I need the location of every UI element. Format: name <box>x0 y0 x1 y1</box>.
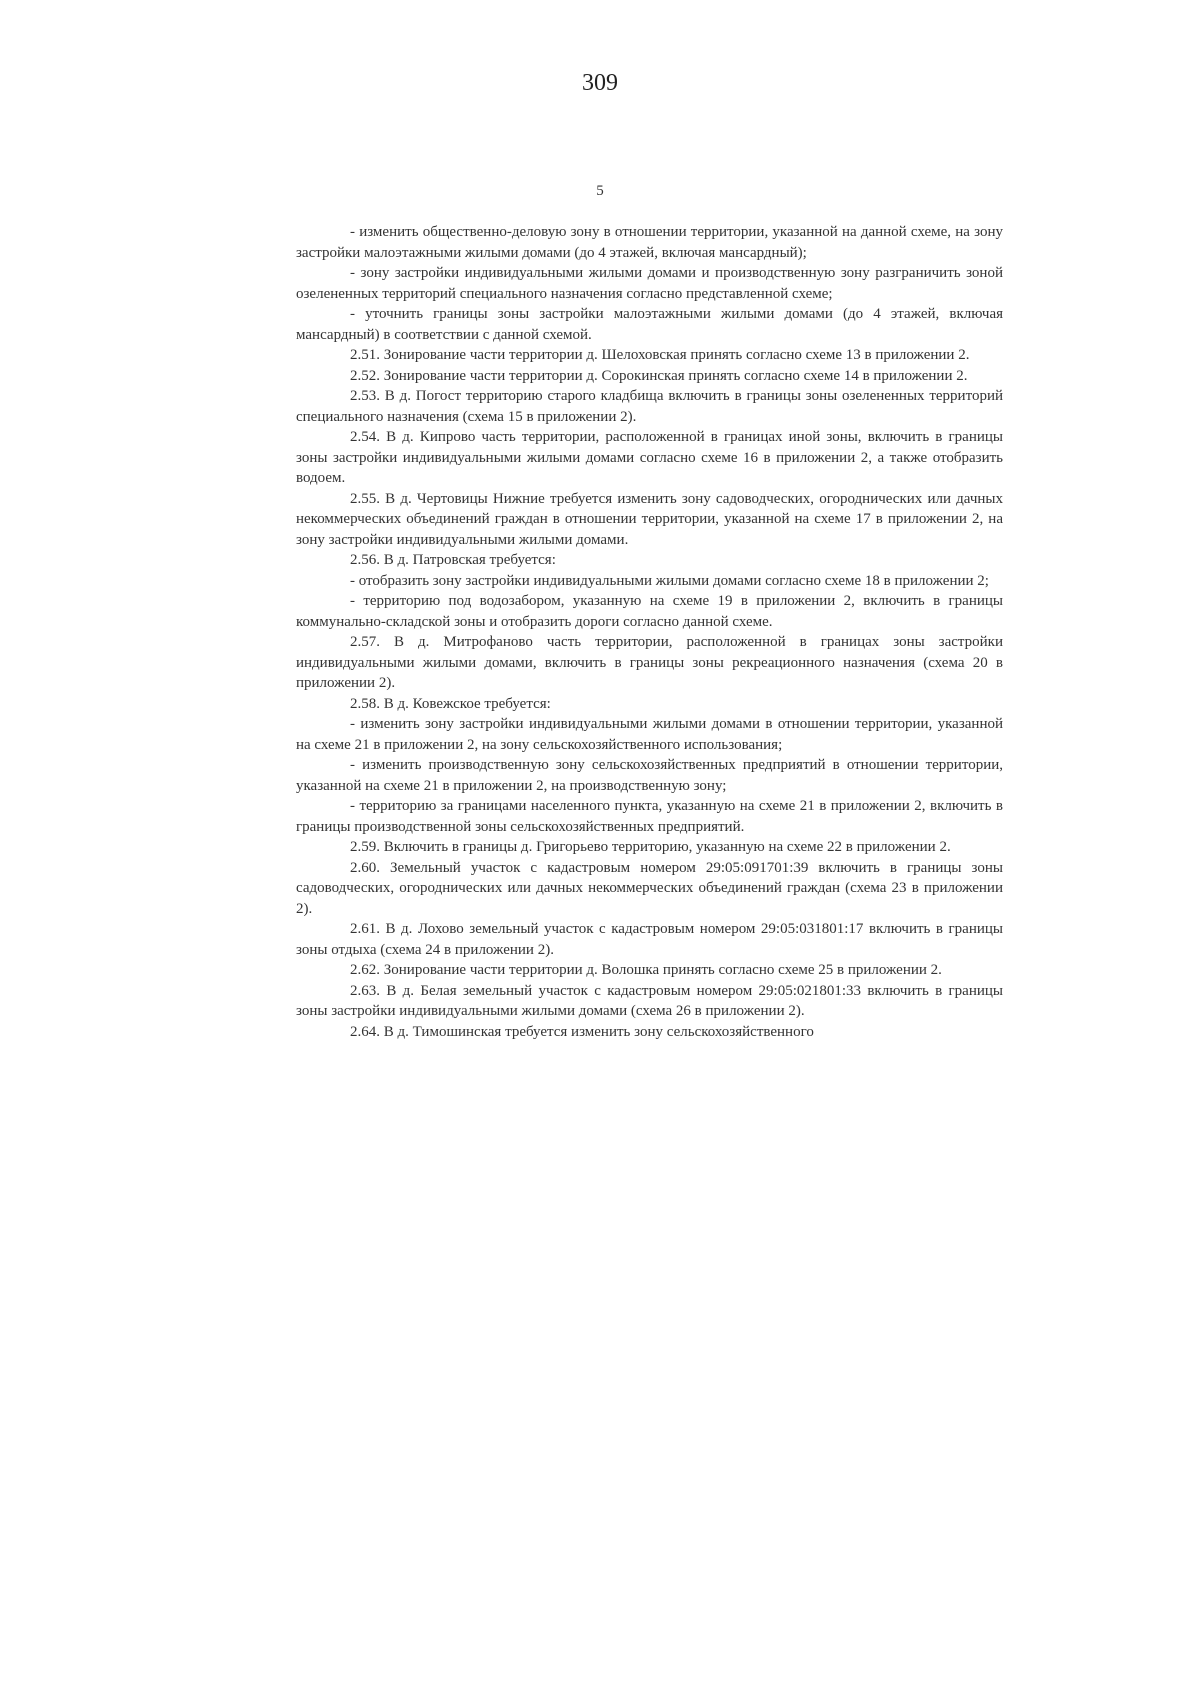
paragraph: - изменить зону застройки индивидуальными жилыми домами в отношении территории, указанной на схеме 21 в приложении 2, на зону сельскохозяйственного использования; <box>296 716 1003 753</box>
paragraph: 2.59. Включить в границы д. Григорьево территорию, указанную на схеме 22 в приложении 2. <box>350 839 951 855</box>
paragraph: - отобразить зону застройки индивидуальными жилыми домами согласно схеме 18 в приложении 2; <box>350 572 989 589</box>
paragraph: 2.52. Зонирование части территории д. Сорокинская принять согласно схеме 14 в приложении 2. <box>350 367 968 384</box>
paragraph: 2.54. В д. Кипрово часть территории, расположенной в границах иной зоны, включить в границы зоны застройки индивидуальными жилыми домами согласно схеме 16 в приложении 2, а также отобразить водоем. <box>296 429 1003 486</box>
paragraph: 2.56. В д. Патровская требуется: <box>350 552 556 568</box>
paragraph: 2.53. В д. Погост территорию старого кладбища включить в границы зоны озелененных территорий специального назначения (схема 15 в приложении 2). <box>296 388 1003 425</box>
paragraph: 2.62. Зонирование части территории д. Волошка принять согласно схеме 25 в приложении 2. <box>350 962 942 978</box>
paragraph: - территорию под водозабором, указанную на схеме 19 в приложении 2, включить в границы коммунально-складской зоны и отобразить дороги согласно данной схеме. <box>296 593 1003 630</box>
paragraph: - изменить общественно-деловую зону в отношении территории, указанной на данной схеме, на зону застройки малоэтажными жилыми домами (до 4 этажей, включая мансардный); <box>296 224 1003 261</box>
paragraph: 2.51. Зонирование части территории д. Шелоховская принять согласно схеме 13 в приложении 2. <box>350 347 970 363</box>
paragraph: 2.57. В д. Митрофаново часть территории, расположенной в границах зоны застройки индивидуальными жилыми домами, включить в границы зоны рекреационного назначения (схема 20 в приложении 2). <box>296 634 1003 691</box>
paragraph: 2.55. В д. Чертовицы Нижние требуется изменить зону садоводческих, огороднических или дачных некоммерческих объединений граждан в отношении территории, указанной на схеме 17 в приложении 2, на зону застройки индивидуальными жилыми домами. <box>296 490 1003 548</box>
paragraph: - изменить производственную зону сельскохозяйственных предприятий в отношении территории, указанной на схеме 21 в приложении 2, на производственную зону; <box>296 757 1003 794</box>
page-number: 309 <box>582 70 618 96</box>
paragraph: 2.60. Земельный участок с кадастровым номером 29:05:091701:39 включить в границы зоны садоводческих, огороднических или дачных некоммерческих объединений граждан (схема 23 в приложении 2). <box>296 859 1003 917</box>
paragraph: 2.58. В д. Ковежское требуется: <box>350 695 551 712</box>
paragraph: - уточнить границы зоны застройки малоэтажными жилыми домами (до 4 этажей, включая мансардный) в соответствии с данной схемой. <box>296 306 1003 343</box>
document-page-number: 5 <box>596 183 604 199</box>
document-body <box>296 222 1003 1042</box>
paragraph: - зону застройки индивидуальными жилыми домами и производственную зону разграничить зоной озелененных территорий специального назначения согласно представленной схеме; <box>296 265 1003 302</box>
paragraph: - территорию за границами населенного пункта, указанную на схеме 21 в приложении 2, включить в границы производственной зоны сельскохозяйственных предприятий. <box>296 798 1003 835</box>
paragraph: 2.63. В д. Белая земельный участок с кадастровым номером 29:05:021801:33 включить в границы зоны застройки индивидуальными жилыми домами (схема 26 в приложении 2). <box>296 982 1003 1019</box>
paragraph: 2.64. В д. Тимошинская требуется изменить зону сельскохозяйственного <box>350 1023 814 1040</box>
paragraph: 2.61. В д. Лохово земельный участок с кадастровым номером 29:05:031801:17 включить в границы зоны отдыха (схема 24 в приложении 2). <box>296 921 1003 958</box>
